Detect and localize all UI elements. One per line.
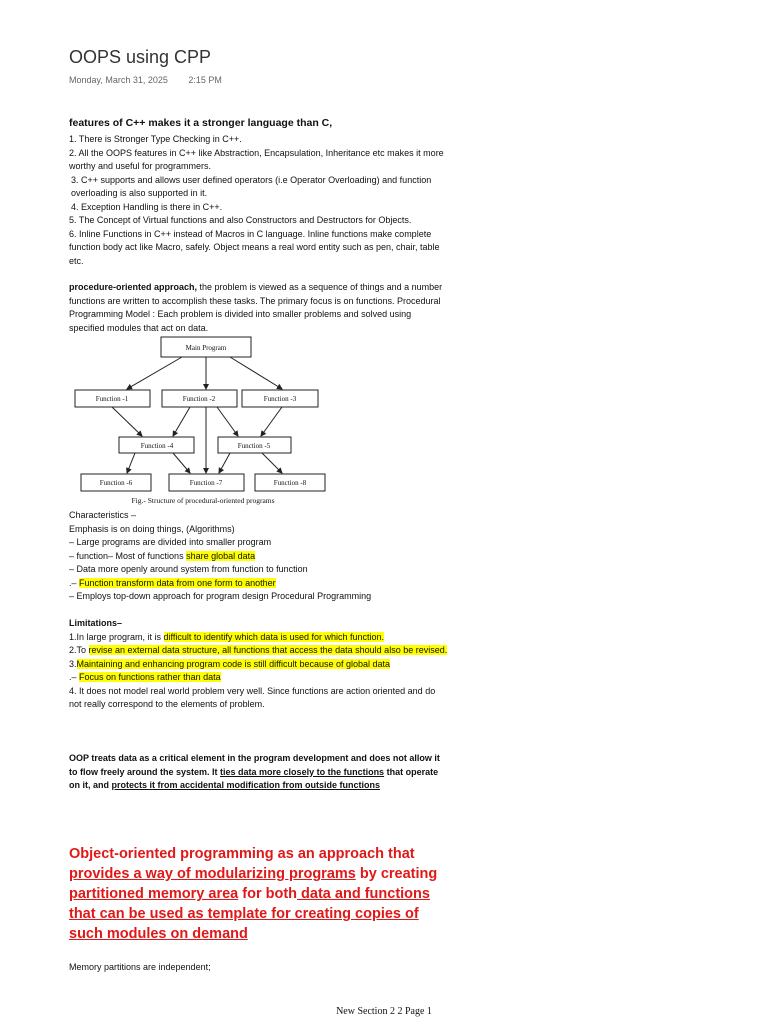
- features-list: [69, 133, 449, 268]
- procedural-diagram: [67, 333, 339, 511]
- characteristic-line: .– Function transform data from one form to another: [69, 577, 276, 588]
- diagram-label-main: Main Program: [185, 344, 227, 352]
- underlined-text: ties data more closely to the functions: [220, 766, 385, 777]
- underlined-text: partitioned memory area: [69, 886, 239, 902]
- limitations-heading: Limitations–: [69, 618, 123, 628]
- underlined-text: protects it from accidental modification from outside functions: [111, 780, 381, 790]
- oop-paragraph: OOP treats data as a critical element in the program development and does not allow it to flow freely around the system. It ties data more closely to the functions that operate on it, and protects it from accidental modification from outside functions: [69, 753, 440, 790]
- characteristic-line: Emphasis is on doing things, (Algorithms): [69, 523, 235, 534]
- feature-item: 1. There is Stronger Type Checking in C++.: [69, 134, 242, 144]
- feature-item: 6. Inline Functions in C++ instead of Macros in C language. Inline functions make complete function body act like Macro, safely. Object means a real word entity such as pen, chair, table etc.: [69, 228, 440, 266]
- characteristic-line: – Employs top-down approach for program design Procedural Programming: [69, 591, 372, 601]
- highlight: Function transform data from one form to another: [79, 577, 276, 588]
- underlined-text: provides a way of modularizing programs: [69, 866, 356, 882]
- limitation-line: 3.Maintaining and enhancing program code is still difficult because of global data: [69, 658, 391, 669]
- feature-item: 5. The Concept of Virtual functions and also Constructors and Destructors for Objects.: [69, 215, 412, 225]
- diagram-label: Function -8: [273, 479, 307, 487]
- highlight: Focus on functions rather than data: [79, 672, 221, 682]
- procedural-lead: procedure-oriented approach,: [69, 282, 198, 292]
- oop-definition: Object-oriented programming as an approach that provides a way of modularizing programs by creating partitioned memory area for both data and functions that can be used as template for creating copies of such modules on demand: [69, 846, 438, 942]
- limitation-line: .– Focus on functions rather than data: [69, 672, 221, 682]
- underlined-text: data and functions that can be used as template for creating copies of such modules on demand: [69, 886, 430, 942]
- highlight: revise an external data structure, all functions that access the data should also be revised.: [88, 645, 448, 655]
- diagram-label: Function -3: [263, 395, 297, 403]
- characteristics-section: [69, 509, 449, 604]
- highlight: difficult to identify which data is used for which function.: [163, 631, 384, 642]
- feature-item: 2. All the OOPS features in C++ like Abstraction, Encapsulation, Inheritance etc makes it more worthy and useful for programmers.: [69, 147, 444, 171]
- features-heading: features of C++ makes it a stronger language than C,: [69, 117, 333, 129]
- feature-item: 3. C++ supports and allows user defined operators (i.e Operator Overloading) and function overloading is also supported in it.: [71, 174, 432, 198]
- diagram-label: Function -2: [182, 395, 216, 403]
- limitation-line: 2.To revise an external data structure, all functions that access the data should also be revised.: [69, 645, 448, 655]
- characteristic-line: – Data more openly around system from function to function: [69, 564, 308, 574]
- diagram-label: Function -1: [95, 395, 129, 403]
- page-time: 2:15 PM: [188, 75, 222, 85]
- limitations-section: [69, 617, 449, 712]
- diagram-label: Function -5: [237, 442, 271, 450]
- page-date: Monday, March 31, 2025: [69, 75, 168, 85]
- diagram-label: Function -6: [99, 479, 133, 487]
- page-timestamp: [69, 75, 222, 85]
- page-footer: New Section 2 2 Page 1: [336, 1006, 432, 1017]
- limitation-line: 4. It does not model real world problem very well. Since functions are action oriented and do not really correspond to the elements of problem.: [69, 685, 436, 709]
- highlight: share global data: [186, 550, 256, 561]
- procedural-text: the problem is viewed as a sequence of things and a number functions are written to accomplish these tasks. The primary focus is on functions. Procedural Programming Model : Each problem is divided into smaller problems and solved using specified modules that act on data.: [69, 282, 443, 333]
- diagram-label: Function -7: [189, 479, 223, 487]
- characteristics-heading: Characteristics –: [69, 510, 137, 520]
- characteristic-line: – Large programs are divided into smaller program: [69, 537, 272, 547]
- diagram-label: Function -4: [140, 442, 174, 450]
- characteristic-line: – function– Most of functions share global data: [69, 550, 256, 561]
- procedural-paragraph: [69, 281, 449, 335]
- diagram-caption: Fig.- Structure of procedural-oriented programs: [131, 496, 275, 505]
- highlight: Maintaining and enhancing program code is still difficult because of global data: [76, 658, 391, 669]
- page-title: OOPS using CPP: [69, 47, 212, 67]
- memory-note: Memory partitions are independent;: [69, 962, 211, 972]
- limitation-line: 1.In large program, it is difficult to identify which data is used for which function.: [69, 631, 384, 642]
- feature-item: 4. Exception Handling is there in C++.: [71, 201, 223, 212]
